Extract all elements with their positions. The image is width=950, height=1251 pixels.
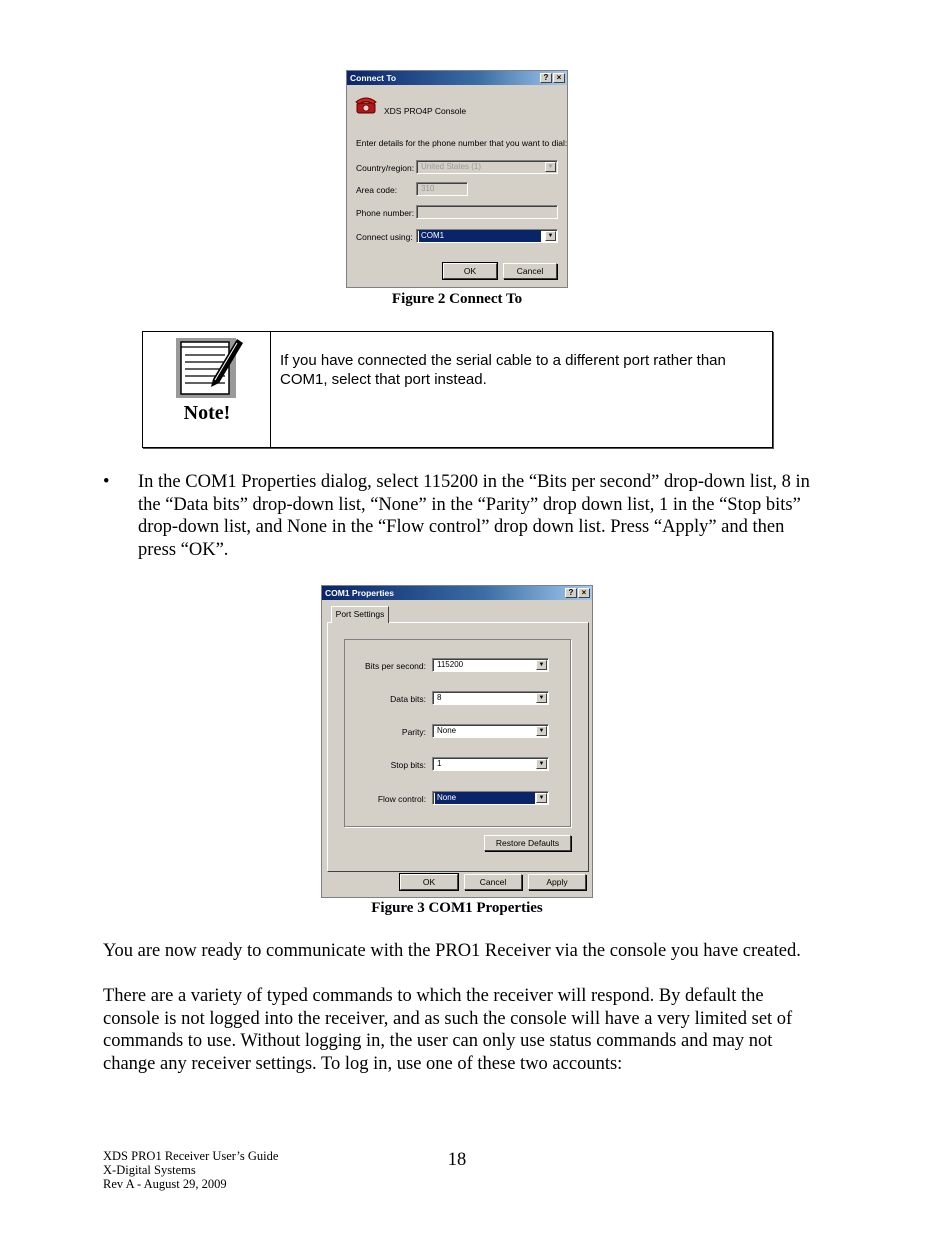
parity-label: Parity: — [401, 727, 426, 737]
bits-per-second-label: Bits per second: — [365, 661, 426, 671]
data-bits-value: 8 — [437, 693, 442, 702]
apply-button[interactable]: Apply — [528, 874, 586, 890]
chevron-down-icon: ▼ — [545, 162, 556, 172]
stop-bits-label: Stop bits: — [390, 760, 426, 770]
cancel-button[interactable]: Cancel — [503, 263, 557, 279]
dial-instruction: Enter details for the phone number that you want to dial: — [356, 138, 568, 148]
data-bits-label: Data bits: — [390, 694, 426, 704]
notepad-pencil-icon — [175, 335, 243, 399]
connect-using-select[interactable] — [416, 229, 558, 243]
paragraph-ready: You are now ready to communicate with the PRO1 Receiver via the console you have created. — [103, 941, 801, 961]
connect-to-dialog — [346, 70, 568, 288]
close-button[interactable]: × — [553, 73, 565, 83]
connection-name: XDS PRO4P Console — [384, 106, 467, 116]
chevron-down-icon: ▼ — [536, 660, 547, 670]
flow-control-select[interactable] — [432, 791, 549, 805]
figure-2-caption: Figure 2 Connect To — [391, 291, 523, 307]
dialog-title: Connect To — [350, 73, 397, 83]
area-code-input[interactable] — [416, 182, 468, 196]
help-button[interactable]: ? — [540, 73, 552, 83]
chevron-down-icon: ▼ — [545, 231, 556, 241]
close-button[interactable]: × — [578, 588, 590, 598]
ok-button[interactable]: OK — [443, 263, 497, 279]
parity-select[interactable] — [432, 724, 549, 738]
bullet-text: In the COM1 Properties dialog, select 115200 in the “Bits per second” drop-down list, 8 in the “Data bits” drop-down list, “None” in the “Parity” drop down list, 1 in the “Stop bits” drop-down list, and None in the “Flow control” drop down list. Press “Apply” and then press “OK”. — [138, 472, 810, 560]
connect-using-label: Connect using: — [356, 232, 413, 242]
bits-per-second-value: 115200 — [437, 660, 464, 669]
parity-value: None — [437, 726, 457, 735]
ok-button[interactable]: OK — [400, 874, 458, 890]
chevron-down-icon: ▼ — [536, 726, 547, 736]
data-bits-select[interactable] — [432, 691, 549, 705]
area-code-value: 310 — [421, 184, 435, 193]
connect-using-value: COM1 — [419, 230, 541, 242]
phone-number-input[interactable] — [416, 205, 558, 219]
area-code-label: Area code: — [356, 185, 398, 195]
footer-guide-title: XDS PRO1 Receiver User’s Guide — [103, 1149, 279, 1163]
footer-revision: Rev A - August 29, 2009 — [103, 1177, 227, 1191]
note-text: If you have connected the serial cable to a different port rather than COM1, select that port instead. — [280, 352, 726, 388]
restore-defaults-button[interactable]: Restore Defaults — [484, 835, 571, 851]
dialog-titlebar — [322, 586, 592, 600]
note-label: Note! — [183, 402, 231, 424]
flow-control-value: None — [435, 792, 535, 804]
country-value: United States (1) — [421, 162, 482, 171]
bits-per-second-select[interactable] — [432, 658, 549, 672]
com1-properties-dialog — [321, 585, 593, 898]
figure-3-caption: Figure 3 COM1 Properties — [371, 900, 543, 916]
country-select[interactable] — [416, 160, 558, 174]
phone-icon — [355, 95, 379, 115]
flow-control-label: Flow control: — [377, 794, 426, 804]
footer-company: X-Digital Systems — [103, 1163, 196, 1177]
tab-port-settings[interactable] — [331, 606, 389, 623]
dialog-title: COM1 Properties — [325, 588, 394, 598]
chevron-down-icon: ▼ — [536, 759, 547, 769]
tab-label: Port Settings — [335, 609, 385, 619]
footer-left — [103, 1149, 278, 1191]
chevron-down-icon: ▼ — [536, 693, 547, 703]
note-icon-cell — [143, 332, 271, 447]
chevron-down-icon: ▼ — [536, 793, 547, 803]
dialog-titlebar — [347, 71, 567, 85]
phone-number-label: Phone number: — [356, 208, 415, 218]
page-number: 18 — [447, 1150, 467, 1170]
note-box — [142, 331, 773, 448]
cancel-button[interactable]: Cancel — [464, 874, 522, 890]
help-button[interactable]: ? — [565, 588, 577, 598]
country-label: Country/region: — [356, 163, 415, 173]
stop-bits-select[interactable] — [432, 757, 549, 771]
bullet-symbol: • — [103, 472, 110, 492]
stop-bits-value: 1 — [437, 759, 442, 768]
paragraph-commands: There are a variety of typed commands to which the receiver will respond. By default the console is not logged into the receiver, and as such the console will have a very limited set of commands to use. Without logging in, the user can only use status commands and may not change any receiver settings. To log in, use one of these two accounts: — [103, 986, 793, 1074]
